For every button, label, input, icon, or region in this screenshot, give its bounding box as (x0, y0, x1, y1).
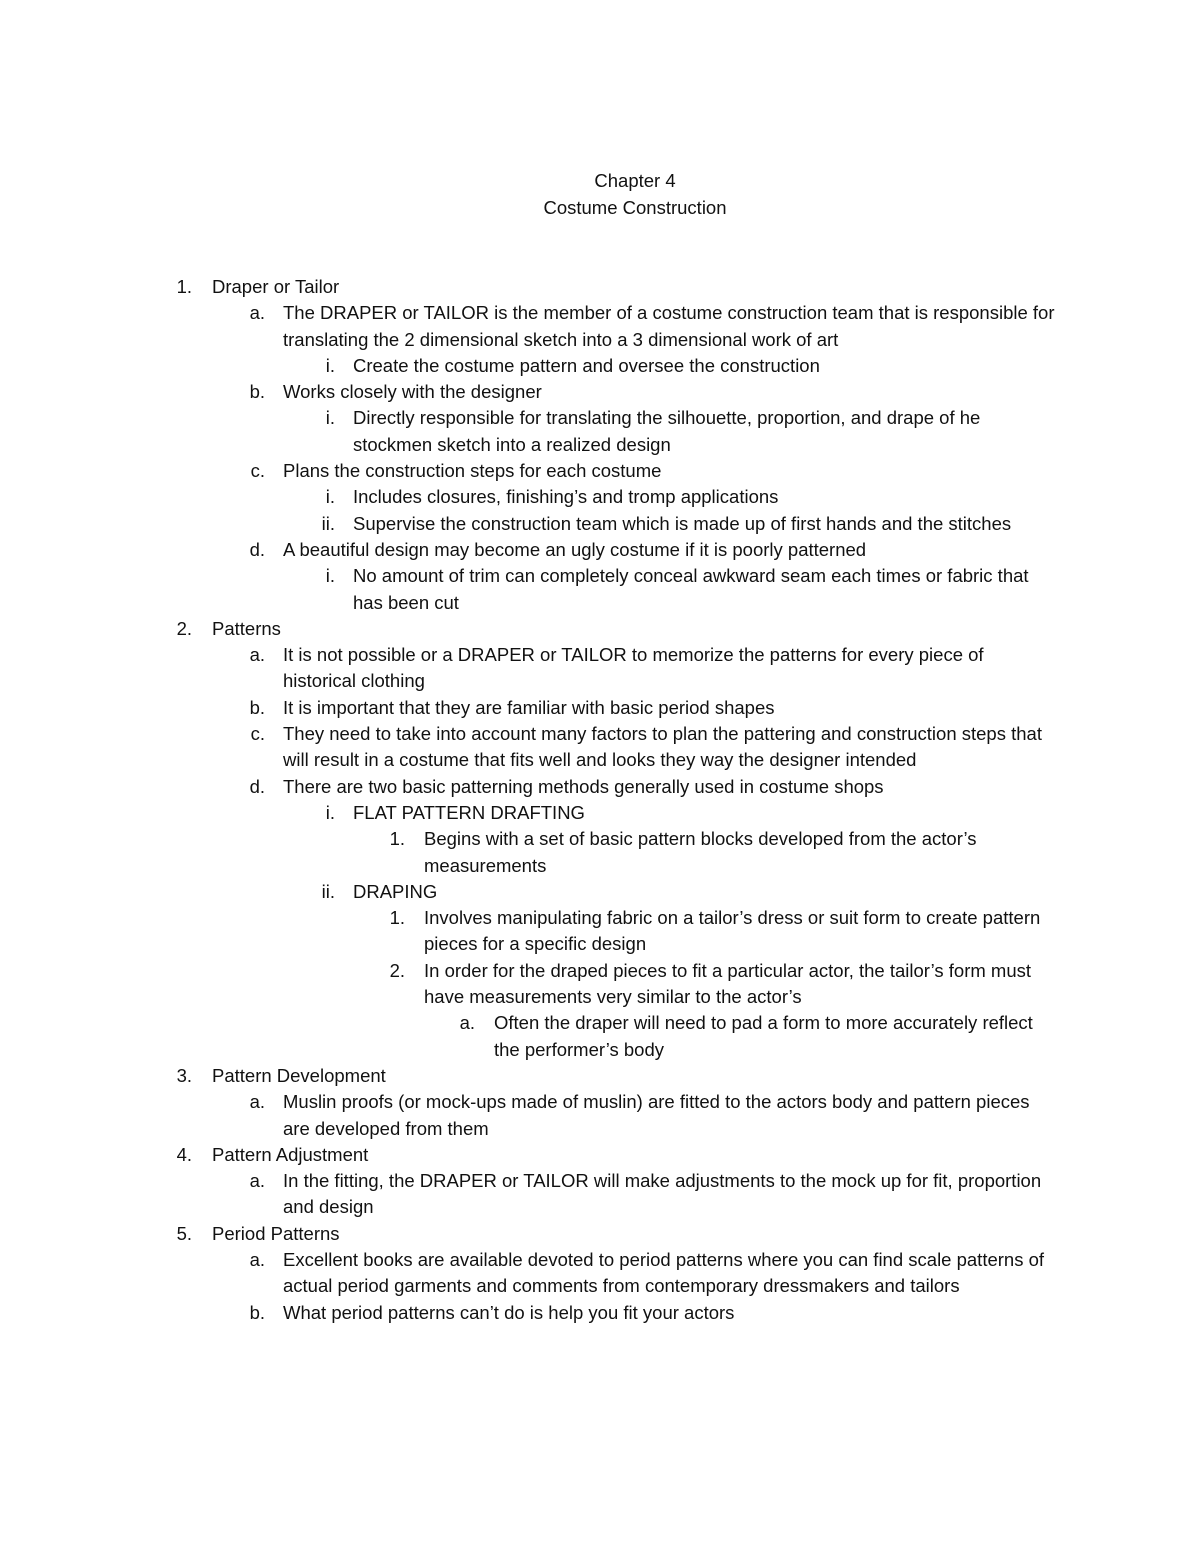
outline-item-level-2 (0, 300, 1200, 353)
outline-item-level-3 (0, 511, 1200, 537)
list-marker: i. (325, 565, 335, 587)
list-item-text: They need to take into account many factors to plan the pattering and construction steps that will result in a costume that fits well and looks they way the designer intended (283, 723, 1042, 771)
list-item-text: No amount of trim can completely conceal awkward seam each times or fabric that has been cut (353, 565, 1029, 613)
list-marker: a. (249, 1170, 265, 1192)
outline-item-level-2 (0, 1247, 1200, 1300)
list-marker: c. (250, 460, 265, 482)
list-marker: i. (325, 407, 335, 429)
outline-item-level-2 (0, 1168, 1200, 1221)
list-item-text: The DRAPER or TAILOR is the member of a costume construction team that is responsible for translating the 2 dimensional sketch into a 3 dimensional work of art (283, 302, 1055, 350)
list-marker: 1. (389, 907, 405, 929)
list-marker: b. (249, 696, 265, 718)
list-marker: 3. (176, 1064, 192, 1086)
list-item-text: Excellent books are available devoted to period patterns where you can find scale patterns of actual period garments and comments from contemporary dressmakers and tailors (283, 1248, 1045, 1297)
list-marker: 4. (176, 1143, 192, 1165)
outline-item-level-3 (0, 484, 1200, 510)
list-item-text: Period Patterns (212, 1222, 340, 1244)
list-item-text: Plans the construction steps for each costume (283, 460, 662, 482)
list-item-text: A beautiful design may become an ugly costume if it is poorly patterned (283, 538, 867, 560)
list-marker: i. (325, 801, 335, 823)
list-item-text: Begins with a set of basic pattern blocks developed from the actor’s measurements (424, 828, 977, 876)
list-marker: d. (249, 538, 265, 560)
list-item-text: There are two basic patterning methods generally used in costume shops (283, 775, 884, 797)
list-marker: 2. (389, 959, 405, 981)
outline-item-level-1 (0, 1221, 1200, 1247)
outline-item-level-1 (0, 1142, 1200, 1168)
list-marker: a. (249, 302, 265, 324)
outline-item-level-2 (0, 1300, 1200, 1326)
outline-item-level-3 (0, 879, 1200, 905)
outline-item-level-2 (0, 458, 1200, 484)
list-item-text: Involves manipulating fabric on a tailor’s dress or suit form to create pattern pieces for a specific design (424, 907, 1041, 955)
outline-item-level-2 (0, 379, 1200, 405)
list-item-text: Includes closures, finishing’s and tromp applications (353, 486, 779, 508)
list-item-text: Muslin proofs (or mock-ups made of muslin) are fitted to the actors body and pattern pieces are developed from them (283, 1091, 1030, 1139)
outline-item-level-2 (0, 695, 1200, 721)
list-marker: a. (249, 1248, 265, 1270)
list-item-text: Create the costume pattern and oversee the construction (353, 354, 820, 376)
list-item-text: Directly responsible for translating the silhouette, proportion, and drape of he stockmen sketch into a realized design (353, 407, 981, 455)
list-marker: ii. (321, 880, 335, 902)
list-marker: ii. (321, 512, 335, 534)
outline-item-level-2 (0, 774, 1200, 800)
outline-item-level-3 (0, 563, 1200, 616)
list-item-text: Supervise the construction team which is made up of first hands and the stitches (353, 512, 1012, 534)
list-marker: i. (325, 354, 335, 376)
list-item-text: Draper or Tailor (212, 276, 340, 297)
list-marker: a. (249, 644, 265, 666)
list-item-text: In order for the draped pieces to fit a particular actor, the tailor’s form must have measurements very similar to the actor’s (424, 959, 1032, 1008)
list-marker: a. (249, 1091, 265, 1113)
list-item-text: Patterns (212, 617, 281, 639)
list-item-text: FLAT PATTERN DRAFTING (353, 801, 585, 823)
list-marker: i. (325, 486, 335, 508)
outline-item-level-2 (0, 721, 1200, 774)
outline-item-level-5 (0, 1010, 1200, 1063)
list-item-text: Often the draper will need to pad a form to more accurately reflect the performer’s body (494, 1012, 1033, 1060)
list-item-text: What period patterns can’t do is help you fit your actors (283, 1301, 735, 1323)
outline-item-level-2 (0, 1089, 1200, 1142)
outline-item-level-3 (0, 405, 1200, 458)
list-item-text: Works closely with the designer (283, 381, 542, 403)
outline-item-level-1 (0, 1063, 1200, 1089)
list-marker: 1. (176, 276, 192, 297)
list-item-text: It is important that they are familiar with basic period shapes (283, 696, 775, 718)
list-item-text: It is not possible or a DRAPER or TAILOR to memorize the patterns for every piece of historical clothing (283, 644, 984, 692)
chapter-title: Costume Construction (543, 197, 727, 218)
outline-item-level-3 (0, 353, 1200, 379)
list-marker: a. (459, 1012, 475, 1034)
outline-item-level-2 (0, 537, 1200, 563)
list-marker: d. (249, 775, 265, 797)
list-marker: c. (250, 723, 265, 745)
list-marker: 1. (389, 828, 405, 850)
list-item-text: DRAPING (353, 880, 438, 902)
outline-item-level-2 (0, 642, 1200, 695)
list-item-text: Pattern Development (212, 1064, 386, 1086)
outline-list (0, 274, 1200, 1326)
list-marker: b. (249, 1301, 265, 1323)
list-item-text: In the fitting, the DRAPER or TAILOR will make adjustments to the mock up for fit, proportion and design (283, 1170, 1042, 1218)
outline-item-level-4 (0, 826, 1200, 879)
outline-item-level-1 (0, 274, 1200, 300)
outline-item-level-3 (0, 800, 1200, 826)
outline-item-level-1 (0, 616, 1200, 642)
list-marker: 2. (176, 617, 192, 639)
outline-item-level-4 (0, 958, 1200, 1011)
title-block (0, 167, 1200, 221)
list-item-text: Pattern Adjustment (212, 1143, 369, 1165)
chapter-heading: Chapter 4 (594, 170, 676, 191)
list-marker: b. (249, 381, 265, 403)
outline-item-level-4 (0, 905, 1200, 958)
list-marker: 5. (176, 1222, 192, 1244)
